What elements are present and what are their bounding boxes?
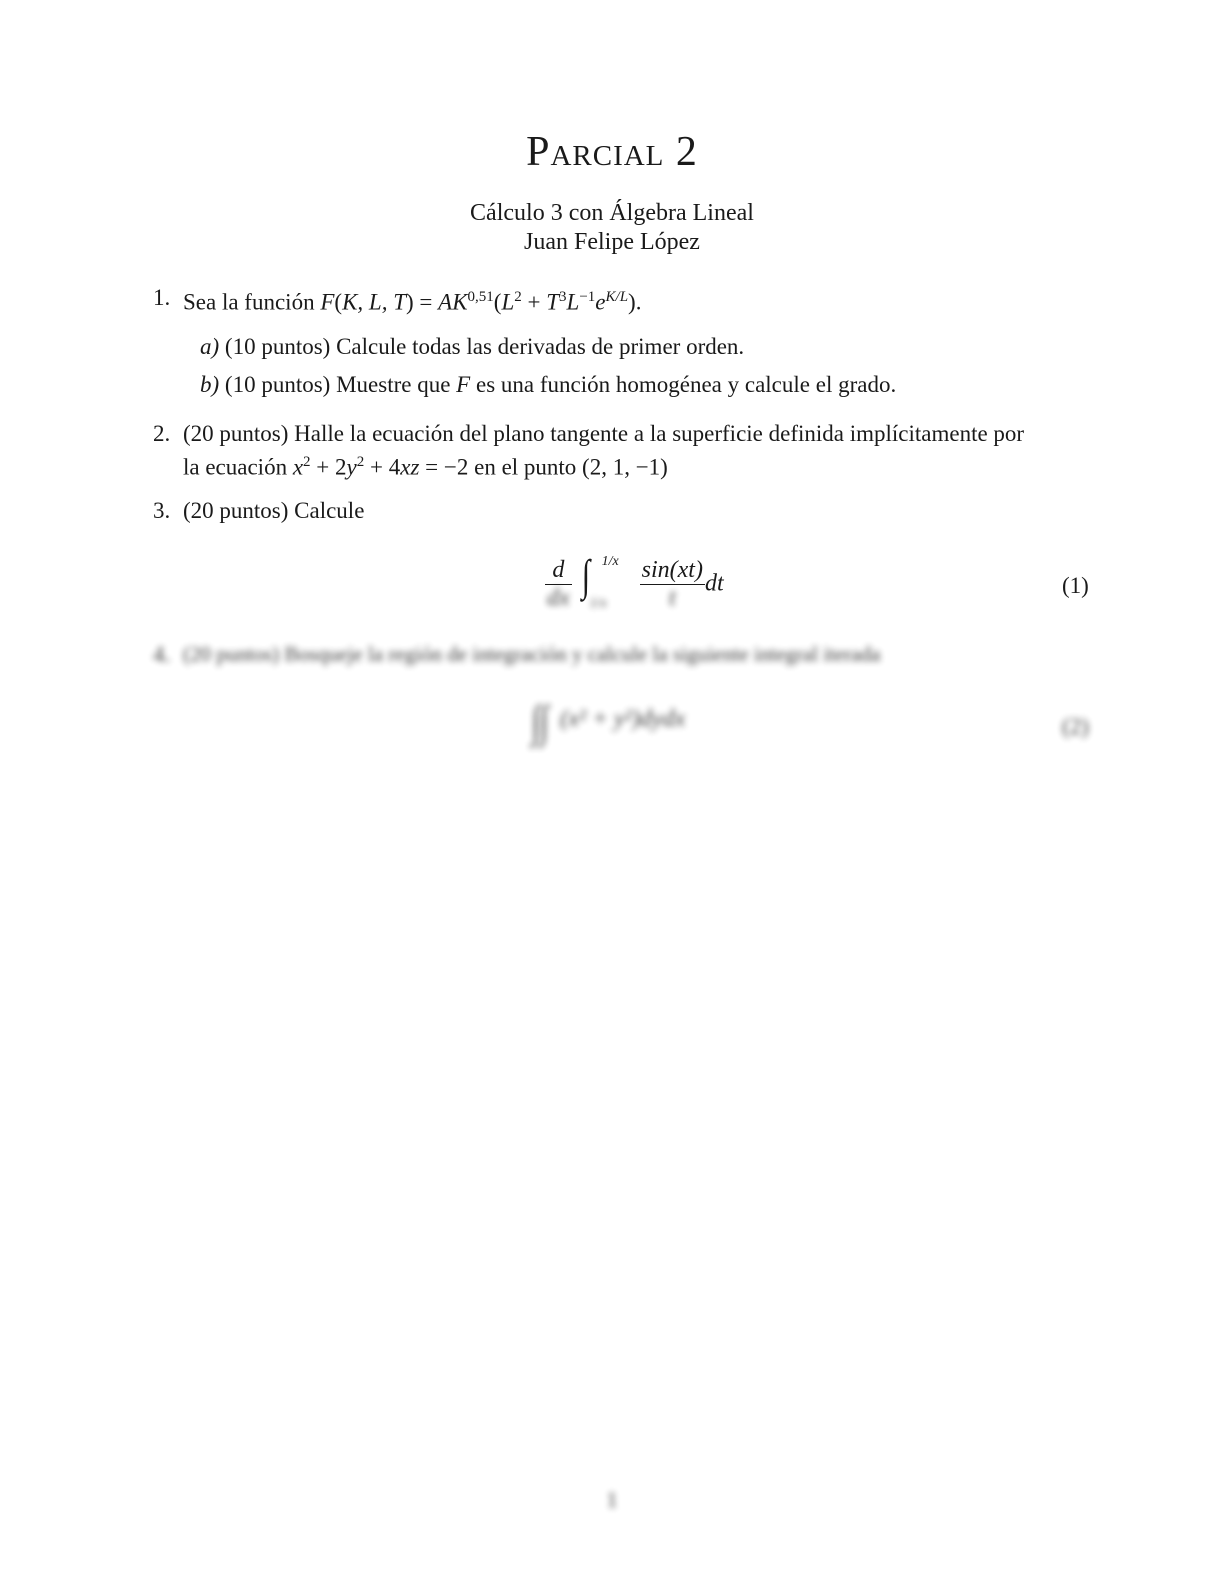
- problem-1b-var: F: [456, 372, 471, 397]
- problem-2-line2: la ecuación $x^2 + 2y^2 + 4xz = -2$ en el punto (2, 1, −1): [183, 454, 668, 480]
- problem-2-line2-after: en el punto (2, 1, −1): [468, 454, 668, 480]
- eq1-d-den: dx: [547, 584, 570, 611]
- problem-1-number: 1.: [153, 285, 171, 310]
- problem-4-text: (20 puntos) Bosqueje la región de integración y calcule la siguiente integral iterada: [183, 642, 881, 666]
- problem-2-line2-before: la ecuación: [183, 454, 293, 480]
- problem-3-text: (20 puntos) Calcule: [183, 498, 365, 523]
- equation-1-number: (1): [1062, 573, 1089, 598]
- problem-1b: [200, 370, 896, 399]
- problem-2-number: 2.: [153, 421, 171, 446]
- eq1-frac-num: sin(xt): [641, 556, 703, 583]
- problem-1b-text-before: (10 puntos) Muestre que: [224, 372, 457, 397]
- problem-4-number: 4.: [153, 642, 171, 667]
- page-title: Parcial 2: [526, 129, 698, 175]
- eq1-lower-limit: 1/x: [589, 596, 607, 611]
- problem-1a-text: (10 puntos) Calcule todas las derivadas de primer orden.: [224, 334, 745, 359]
- problem-1b-text-after: es una función homogénea y calcule el grado.: [470, 372, 897, 397]
- problem-1a-label: a): [200, 334, 220, 359]
- problem-2-line1: (20 puntos) Halle la ecuación del plano tangente a la superficie definida implícitamente por: [183, 421, 1025, 446]
- problem-1-statement: Sea la función F(K, L, $T) = AK^{0,51}(L^2 + T^3L^{-1}e^{K/L})$.: [183, 289, 642, 315]
- eq2-integrand: (x² + y²)dydx: [560, 706, 686, 732]
- eq1-upper-limit: 1/x: [601, 554, 619, 569]
- equation-2: [528, 696, 685, 747]
- eq1-diff: dt: [704, 570, 724, 597]
- equation-2-number: (2): [1062, 714, 1089, 739]
- double-integral-sign: ∫∫: [531, 697, 549, 746]
- author-name: Juan Felipe López: [524, 229, 700, 255]
- eq1-frac-den: t: [668, 584, 676, 611]
- problem-3-number: 3.: [153, 498, 171, 523]
- problem-1a: [200, 332, 744, 361]
- equation-1: [545, 551, 724, 612]
- integral-sign: ∫: [581, 551, 590, 600]
- page-number: 1: [606, 1487, 618, 1512]
- eq1-d-num: d: [545, 557, 572, 585]
- problem-1b-label: b): [200, 372, 220, 397]
- problem-1-text: Sea la función: [183, 289, 321, 315]
- course-name: Cálculo 3 con Álgebra Lineal: [470, 200, 754, 226]
